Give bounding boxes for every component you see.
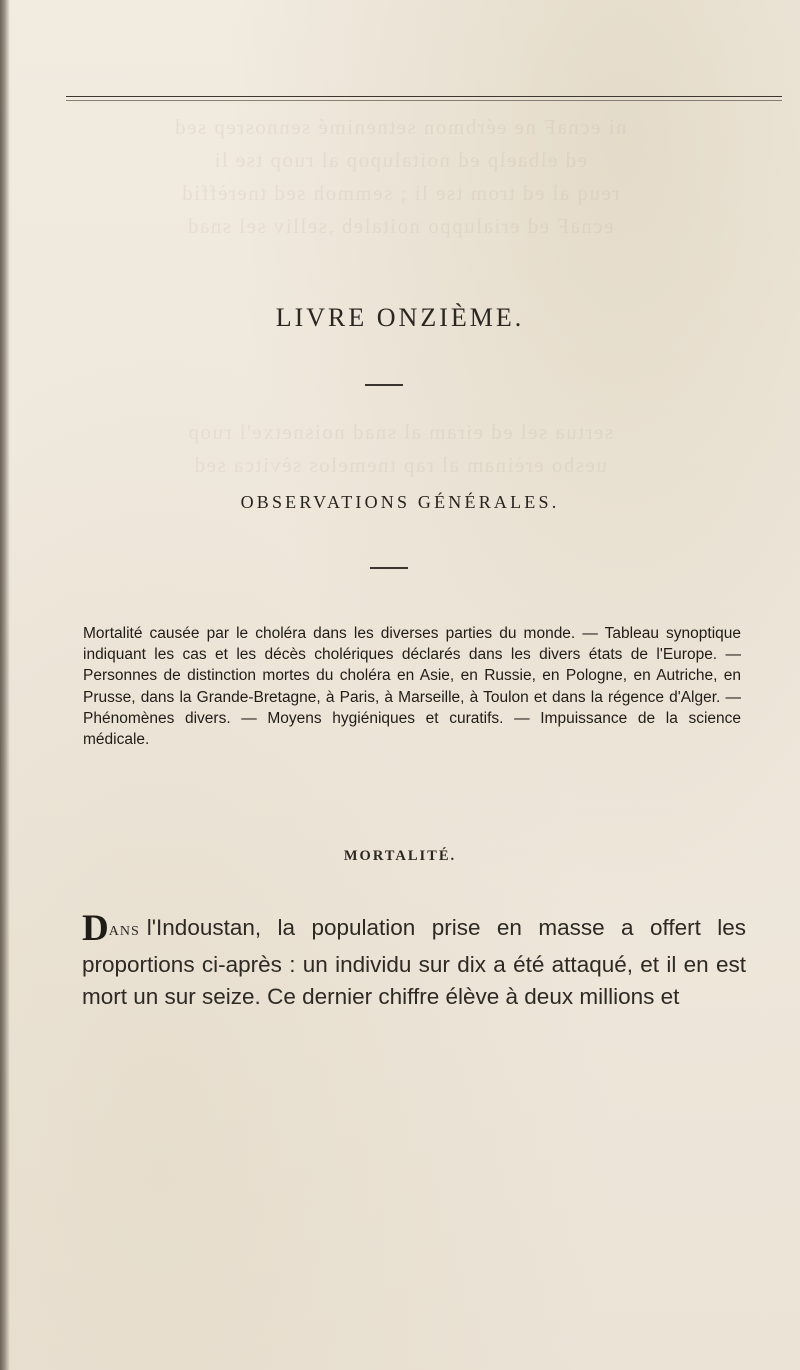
lead-small-caps: ANS [108, 924, 140, 939]
chapter-summary: Mortalité causée par le choléra dans les diverses parties du monde. — Tableau synoptique indiquant les cas et les décès cholériques déclarés dans les divers états de l'Europe. — Personnes de distinction mortes du choléra en Asie, en Russie, en Pologne, en Autriche, en Prusse, dans la Grande-Bretagne, à Paris, à Marseille, à Toulon et dans la régence d'Alger. — Phénomènes divers. — Moyens hygiéniques et curatifs. — Impuissance de la science médicale. [83, 625, 741, 749]
show-through-line: ed elbaelp ed noitalupop al ruop tse li [213, 148, 587, 172]
drop-cap: D [82, 908, 109, 949]
section-title: OBSERVATIONS GÉNÉRALES. [240, 492, 560, 512]
show-through-line: ni ecnaF ne eérbmon setnenimé sennosrep sed [173, 115, 627, 139]
body-text: l'Indoustan, la population prise en masse a offert les proportions ci-après : un individu sur dix a été attaqué, et il en est mort un sur seize. Ce dernier chiffre élève à deux millions et [82, 915, 746, 1009]
ornament-rule [370, 567, 408, 569]
show-through-line: ecnaF ed erialuppo noitaleb ,selliv sel snad [186, 214, 614, 238]
book-title: LIVRE ONZIÈME. [275, 303, 525, 332]
page-binding-edge [0, 0, 10, 1370]
show-through-line: reuq al ed trom tse li ; semmoh sed tnerèffid [180, 181, 620, 205]
ornament-rule [365, 384, 403, 386]
body-paragraph [82, 908, 746, 1014]
header-rule-thin [66, 100, 782, 101]
subheading: MORTALITÉ. [343, 848, 457, 864]
show-through-line: uesbo erèinam al rap tnemelos sèvitca sed [193, 453, 607, 477]
show-through-line: sertua sel ed eiram al snad noisnetxe'l ruop [186, 420, 614, 444]
header-rule [66, 96, 782, 97]
